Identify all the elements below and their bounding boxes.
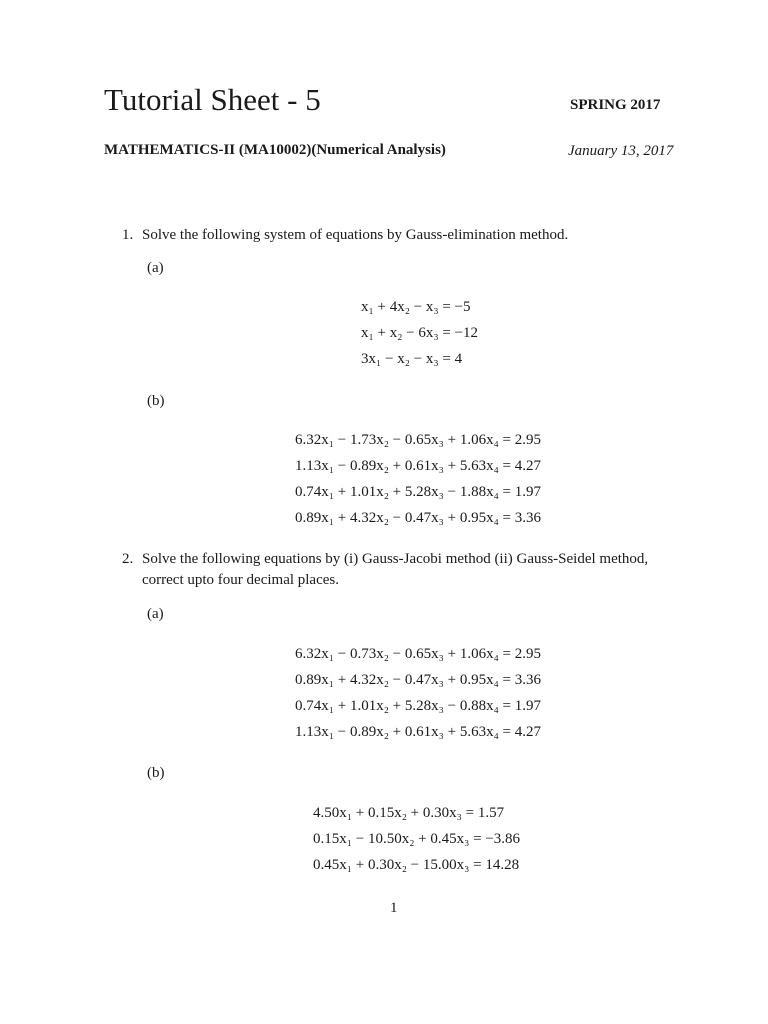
question-1b-label: (b) — [147, 393, 165, 409]
equation: 0.89x₁ + 4.32x₂ − 0.47x₃ + 0.95x₄ = 3.36 — [295, 510, 542, 526]
equation: 1.13x₁ − 0.89x₂ + 0.61x₃ + 5.63x₄ = 4.27 — [295, 458, 542, 474]
equation: 0.15x₁ − 10.50x₂ + 0.45x₃ = −3.86 — [313, 831, 521, 847]
question-1b-equations — [295, 427, 541, 531]
term-label: SPRING 2017 — [570, 97, 661, 113]
equation: x₁ + 4x₂ − x₃ = −5 — [361, 299, 471, 315]
question-2-text-line-1: Solve the following equations by (i) Gauss-Jacobi method (ii) Gauss-Seidel method, — [142, 551, 649, 567]
question-2a-label: (a) — [147, 606, 164, 622]
page-number: 1 — [390, 900, 398, 916]
equation: 4.50x₁ + 0.15x₂ + 0.30x₃ = 1.57 — [313, 805, 505, 821]
equation: 0.45x₁ + 0.30x₂ − 15.00x₃ = 14.28 — [313, 857, 520, 873]
question-2-text-line-2: correct upto four decimal places. — [142, 572, 339, 588]
question-2b-equations — [313, 800, 520, 878]
date-label: January 13, 2017 — [568, 143, 674, 159]
equation: 0.74x₁ + 1.01x₂ + 5.28x₃ − 0.88x₄ = 1.97 — [295, 698, 542, 714]
question-1-number: 1. — [122, 227, 134, 243]
equation: 6.32x₁ − 1.73x₂ − 0.65x₃ + 1.06x₄ = 2.95 — [295, 432, 542, 448]
equation: x₁ + x₂ − 6x₃ = −12 — [361, 325, 479, 341]
course-title: MATHEMATICS-II (MA10002)(Numerical Analysis) — [104, 142, 446, 158]
equation: 3x₁ − x₂ − x₃ = 4 — [361, 351, 463, 367]
equation: 0.89x₁ + 4.32x₂ − 0.47x₃ + 0.95x₄ = 3.36 — [295, 672, 542, 688]
question-1a-equations — [361, 294, 478, 372]
sheet-title: Tutorial Sheet - 5 — [104, 82, 321, 117]
equation: 1.13x₁ − 0.89x₂ + 0.61x₃ + 5.63x₄ = 4.27 — [295, 724, 542, 740]
question-1a-label: (a) — [147, 260, 164, 276]
question-2a-equations — [295, 641, 541, 745]
question-2-number: 2. — [122, 551, 134, 567]
question-2b-label: (b) — [147, 765, 165, 781]
question-1-text: Solve the following system of equations by Gauss-elimination method. — [142, 227, 569, 243]
equation: 0.74x₁ + 1.01x₂ + 5.28x₃ − 1.88x₄ = 1.97 — [295, 484, 542, 500]
equation: 6.32x₁ − 0.73x₂ − 0.65x₃ + 1.06x₄ = 2.95 — [295, 646, 542, 662]
